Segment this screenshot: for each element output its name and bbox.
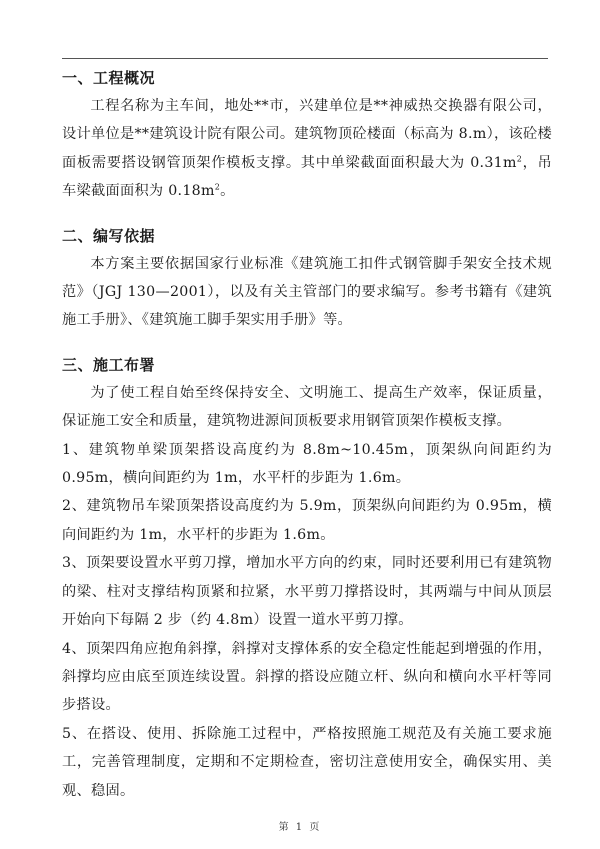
superscript: 2 <box>214 182 221 192</box>
section-heading: 三、施工布署 <box>62 355 156 374</box>
list-item: 1、建筑物单梁顶架搭设高度约为 8.8m~10.45m，顶架纵向间距约为 0.95m，横向间距约为 1m，水平杆的步距为 1.6m。 <box>62 441 552 487</box>
header-rule <box>62 58 548 59</box>
text-run: 。 <box>220 183 235 200</box>
paragraph: 本方案主要依据国家行业标准《建筑施工扣件式钢管脚手架安全技术规范》（JGJ 130—2001），以及有关主管部门的要求编写。参考书籍有《建筑施工手册》、《建筑施工脚手架实用手册》等。 <box>62 255 552 329</box>
list-item: 2、建筑物吊车梁顶架搭设高度约为 5.9m，顶架纵向间距约为 0.95m，横向间距约为 1m，水平杆的步距为 1.6m。 <box>62 498 552 543</box>
list-item: 3、顶架要设置水平剪刀撑，增加水平方向的约束，同时还要利用已有建筑物的梁、柱对支撑结构顶紧和拉紧，水平剪刀撑搭设时，其两端与中间从顶层开始向下每隔 2 步（约 4.8m）设置一道水平剪刀撑。 <box>62 555 552 629</box>
page-number: 第 1 页 <box>278 822 322 833</box>
text-run: 工程名称为主车间，地处**市，兴建单位是**神威热交换器有限公司，设计单位是**建筑设计院有限公司。建筑物顶砼楼面（标高为 8.m），该砼楼面板需要搭设钢管顶架作模板支撑。其中单梁截面面积最大为 0.31m <box>62 98 552 171</box>
list-item: 4、顶架四角应抱角斜撑，斜撑对支撑体系的安全稳定性能起到增强的作用，斜撑均应由底至顶连续设置。斜撑的搭设应随立杆、纵向和横向水平杆等同步搭设。 <box>62 640 552 714</box>
section-heading: 一、工程概况 <box>62 69 156 87</box>
paragraph <box>62 92 552 206</box>
document-body <box>62 64 552 805</box>
list-item: 5、在搭设、使用、拆除施工过程中，严格按照施工规范及有关施工要求施工，完善管理制度，定期和不定期检查，密切注意使用安全，确保实用、美观、稳固。 <box>62 725 552 799</box>
section-heading: 二、编写依据 <box>62 226 156 245</box>
section-construction-plan <box>62 351 552 805</box>
superscript: 2 <box>516 154 523 164</box>
paragraph: 为了使工程自始至终保持安全、文明施工、提高生产效率，保证质量，保证施工安全和质量，建筑物进源间顶板要求用钢管顶架作模板支撑。 <box>62 384 552 430</box>
section-project-overview <box>62 64 552 206</box>
text-run: ，吊车梁截面面积为 0.18m <box>62 154 552 200</box>
section-basis <box>62 222 552 335</box>
